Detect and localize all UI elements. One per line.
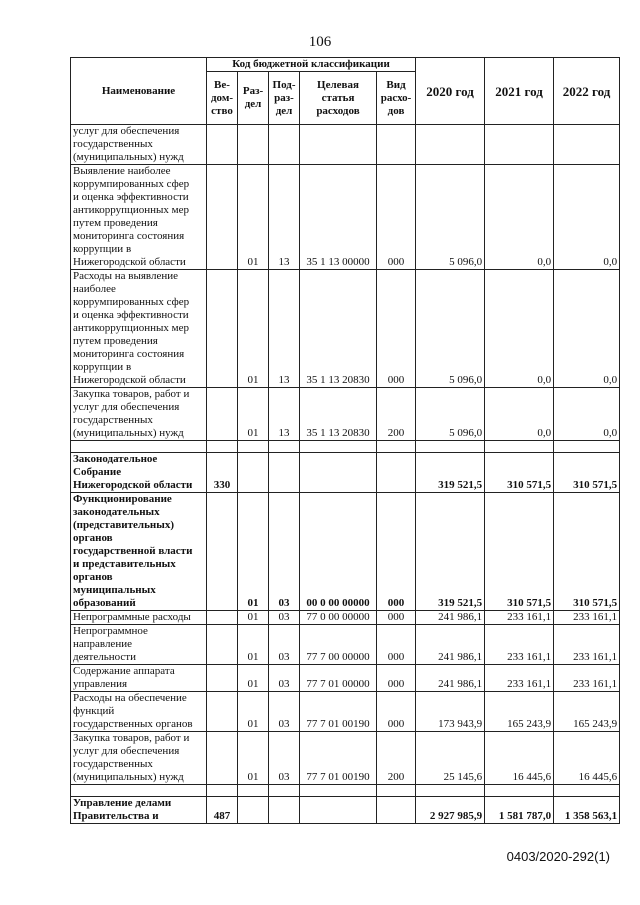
row-vedomstvo (207, 692, 238, 732)
row-value-2020: 241 986,1 (416, 611, 485, 625)
row-vid-rashodov: 000 (377, 611, 416, 625)
row-vid-rashodov: 000 (377, 625, 416, 665)
row-vid-rashodov: 000 (377, 493, 416, 611)
row-razdel: 01 (238, 493, 269, 611)
row-name: Непрограммные расходы (71, 611, 207, 625)
row-razdel: 01 (238, 732, 269, 785)
row-value-2021: 0,0 (485, 388, 554, 441)
row-value-2021: 0,0 (485, 270, 554, 388)
empty-cell (269, 785, 300, 797)
empty-cell (377, 441, 416, 453)
row-podrazdel: 03 (269, 692, 300, 732)
header-podrazdel: Под- раз- дел (269, 72, 300, 125)
empty-cell (416, 785, 485, 797)
header-year-2022: 2022 год (554, 58, 620, 125)
row-value-2021: 0,0 (485, 165, 554, 270)
table-row (71, 453, 620, 493)
row-razdel: 01 (238, 665, 269, 692)
table-row (71, 625, 620, 665)
row-value-2020: 5 096,0 (416, 388, 485, 441)
row-name: Выявление наиболее коррумпированных сфер и оценка эффективности антикоррупционных мер путем проведения мониторинга состояния коррупции в Нижегородской области (71, 165, 207, 270)
row-vid-rashodov: 000 (377, 665, 416, 692)
row-celevaya-statya: 77 7 00 00000 (300, 625, 377, 665)
row-celevaya-statya (300, 125, 377, 165)
row-vedomstvo (207, 270, 238, 388)
page-number: 106 (308, 34, 332, 50)
row-value-2022: 16 445,6 (554, 732, 620, 785)
row-razdel (238, 453, 269, 493)
row-value-2020: 241 986,1 (416, 665, 485, 692)
empty-cell (207, 785, 238, 797)
empty-cell (554, 785, 620, 797)
row-vid-rashodov: 200 (377, 732, 416, 785)
row-vid-rashodov (377, 453, 416, 493)
row-razdel (238, 797, 269, 824)
empty-cell (485, 441, 554, 453)
header-name: Наименование (71, 58, 207, 125)
table-row (71, 732, 620, 785)
empty-cell (238, 441, 269, 453)
empty-cell (207, 441, 238, 453)
row-vedomstvo (207, 625, 238, 665)
row-vedomstvo: 330 (207, 453, 238, 493)
row-podrazdel: 03 (269, 493, 300, 611)
row-celevaya-statya: 77 7 01 00000 (300, 665, 377, 692)
row-celevaya-statya: 77 0 00 00000 (300, 611, 377, 625)
row-value-2022: 233 161,1 (554, 611, 620, 625)
row-value-2022: 0,0 (554, 388, 620, 441)
row-value-2021: 233 161,1 (485, 611, 554, 625)
row-value-2021: 233 161,1 (485, 625, 554, 665)
header-year-2020: 2020 год (416, 58, 485, 125)
row-value-2021: 310 571,5 (485, 453, 554, 493)
row-vid-rashodov: 000 (377, 165, 416, 270)
table-row (71, 270, 620, 388)
row-podrazdel: 13 (269, 270, 300, 388)
row-vedomstvo (207, 125, 238, 165)
row-value-2021: 233 161,1 (485, 665, 554, 692)
row-razdel: 01 (238, 270, 269, 388)
row-value-2020: 319 521,5 (416, 453, 485, 493)
header-vedomstvo: Ве- дом- ство (207, 72, 238, 125)
row-vid-rashodov (377, 125, 416, 165)
row-vedomstvo (207, 493, 238, 611)
table-row (71, 611, 620, 625)
row-celevaya-statya: 77 7 01 00190 (300, 732, 377, 785)
row-vedomstvo: 487 (207, 797, 238, 824)
empty-cell (554, 441, 620, 453)
row-podrazdel: 13 (269, 165, 300, 270)
row-value-2022: 233 161,1 (554, 665, 620, 692)
row-value-2020 (416, 125, 485, 165)
row-name: Законодательное Собрание Нижегородской области (71, 453, 207, 493)
row-celevaya-statya: 35 1 13 20830 (300, 270, 377, 388)
row-podrazdel (269, 797, 300, 824)
row-vedomstvo (207, 611, 238, 625)
budget-table (70, 57, 620, 824)
row-vedomstvo (207, 388, 238, 441)
empty-cell (71, 441, 207, 453)
row-value-2020: 173 943,9 (416, 692, 485, 732)
spacer-row (71, 785, 620, 797)
row-vedomstvo (207, 165, 238, 270)
row-value-2020: 241 986,1 (416, 625, 485, 665)
row-value-2021: 16 445,6 (485, 732, 554, 785)
empty-cell (71, 785, 207, 797)
row-name: Управление делами Правительства и (71, 797, 207, 824)
empty-cell (300, 785, 377, 797)
empty-cell (416, 441, 485, 453)
row-celevaya-statya: 77 7 01 00190 (300, 692, 377, 732)
header-classification-group: Код бюджетной классификации (207, 58, 416, 72)
row-value-2022: 0,0 (554, 270, 620, 388)
table-body (71, 125, 620, 824)
row-celevaya-statya (300, 797, 377, 824)
row-value-2022: 233 161,1 (554, 625, 620, 665)
row-vid-rashodov: 000 (377, 270, 416, 388)
row-podrazdel (269, 453, 300, 493)
row-value-2020: 2 927 985,9 (416, 797, 485, 824)
row-value-2022: 1 358 563,1 (554, 797, 620, 824)
table-row (71, 493, 620, 611)
row-value-2021: 1 581 787,0 (485, 797, 554, 824)
table-row (71, 665, 620, 692)
empty-cell (269, 441, 300, 453)
row-value-2022 (554, 125, 620, 165)
table-row (71, 125, 620, 165)
row-name: Расходы на выявление наиболее коррумпированных сфер и оценка эффективности антикоррупционных мер путем проведения мониторинга состояния коррупции в Нижегородской области (71, 270, 207, 388)
row-podrazdel: 13 (269, 388, 300, 441)
table-row (71, 692, 620, 732)
row-podrazdel: 03 (269, 625, 300, 665)
table-row (71, 165, 620, 270)
row-value-2020: 5 096,0 (416, 270, 485, 388)
row-value-2022: 0,0 (554, 165, 620, 270)
row-celevaya-statya (300, 453, 377, 493)
row-celevaya-statya: 35 1 13 20830 (300, 388, 377, 441)
row-razdel (238, 125, 269, 165)
row-vid-rashodov: 200 (377, 388, 416, 441)
spacer-row (71, 441, 620, 453)
row-vid-rashodov (377, 797, 416, 824)
row-value-2021: 165 243,9 (485, 692, 554, 732)
empty-cell (300, 441, 377, 453)
row-value-2022: 165 243,9 (554, 692, 620, 732)
row-name: Содержание аппарата управления (71, 665, 207, 692)
row-value-2020: 5 096,0 (416, 165, 485, 270)
row-name: Расходы на обеспечение функций государственных органов (71, 692, 207, 732)
empty-cell (238, 785, 269, 797)
row-name: Непрограммное направление деятельности (71, 625, 207, 665)
table-row (71, 797, 620, 824)
row-podrazdel: 03 (269, 611, 300, 625)
row-razdel: 01 (238, 625, 269, 665)
row-name: Закупка товаров, работ и услуг для обеспечения государственных (муниципальных) нужд (71, 388, 207, 441)
header-razdel: Раз- дел (238, 72, 269, 125)
row-value-2022: 310 571,5 (554, 453, 620, 493)
row-value-2020: 25 145,6 (416, 732, 485, 785)
row-razdel: 01 (238, 388, 269, 441)
empty-cell (377, 785, 416, 797)
row-vedomstvo (207, 665, 238, 692)
row-name: услуг для обеспечения государственных (муниципальных) нужд (71, 125, 207, 165)
row-value-2021 (485, 125, 554, 165)
table-row (71, 388, 620, 441)
row-name: Функционирование законодательных (представительных) органов государственной власти и представительных органов муниципальных образований (71, 493, 207, 611)
row-value-2021: 310 571,5 (485, 493, 554, 611)
empty-cell (485, 785, 554, 797)
row-celevaya-statya: 00 0 00 00000 (300, 493, 377, 611)
header-vid-rashodov: Вид расхо- дов (377, 72, 416, 125)
row-razdel: 01 (238, 611, 269, 625)
row-podrazdel (269, 125, 300, 165)
row-value-2020: 319 521,5 (416, 493, 485, 611)
row-celevaya-statya: 35 1 13 00000 (300, 165, 377, 270)
header-celevaya-statya: Целевая статья расходов (300, 72, 377, 125)
row-vedomstvo (207, 732, 238, 785)
row-razdel: 01 (238, 692, 269, 732)
row-razdel: 01 (238, 165, 269, 270)
row-podrazdel: 03 (269, 665, 300, 692)
header-year-2021: 2021 год (485, 58, 554, 125)
row-vid-rashodov: 000 (377, 692, 416, 732)
row-name: Закупка товаров, работ и услуг для обеспечения государственных (муниципальных) нужд (71, 732, 207, 785)
row-value-2022: 310 571,5 (554, 493, 620, 611)
row-podrazdel: 03 (269, 732, 300, 785)
document-code: 0403/2020-292(1) (506, 849, 610, 864)
